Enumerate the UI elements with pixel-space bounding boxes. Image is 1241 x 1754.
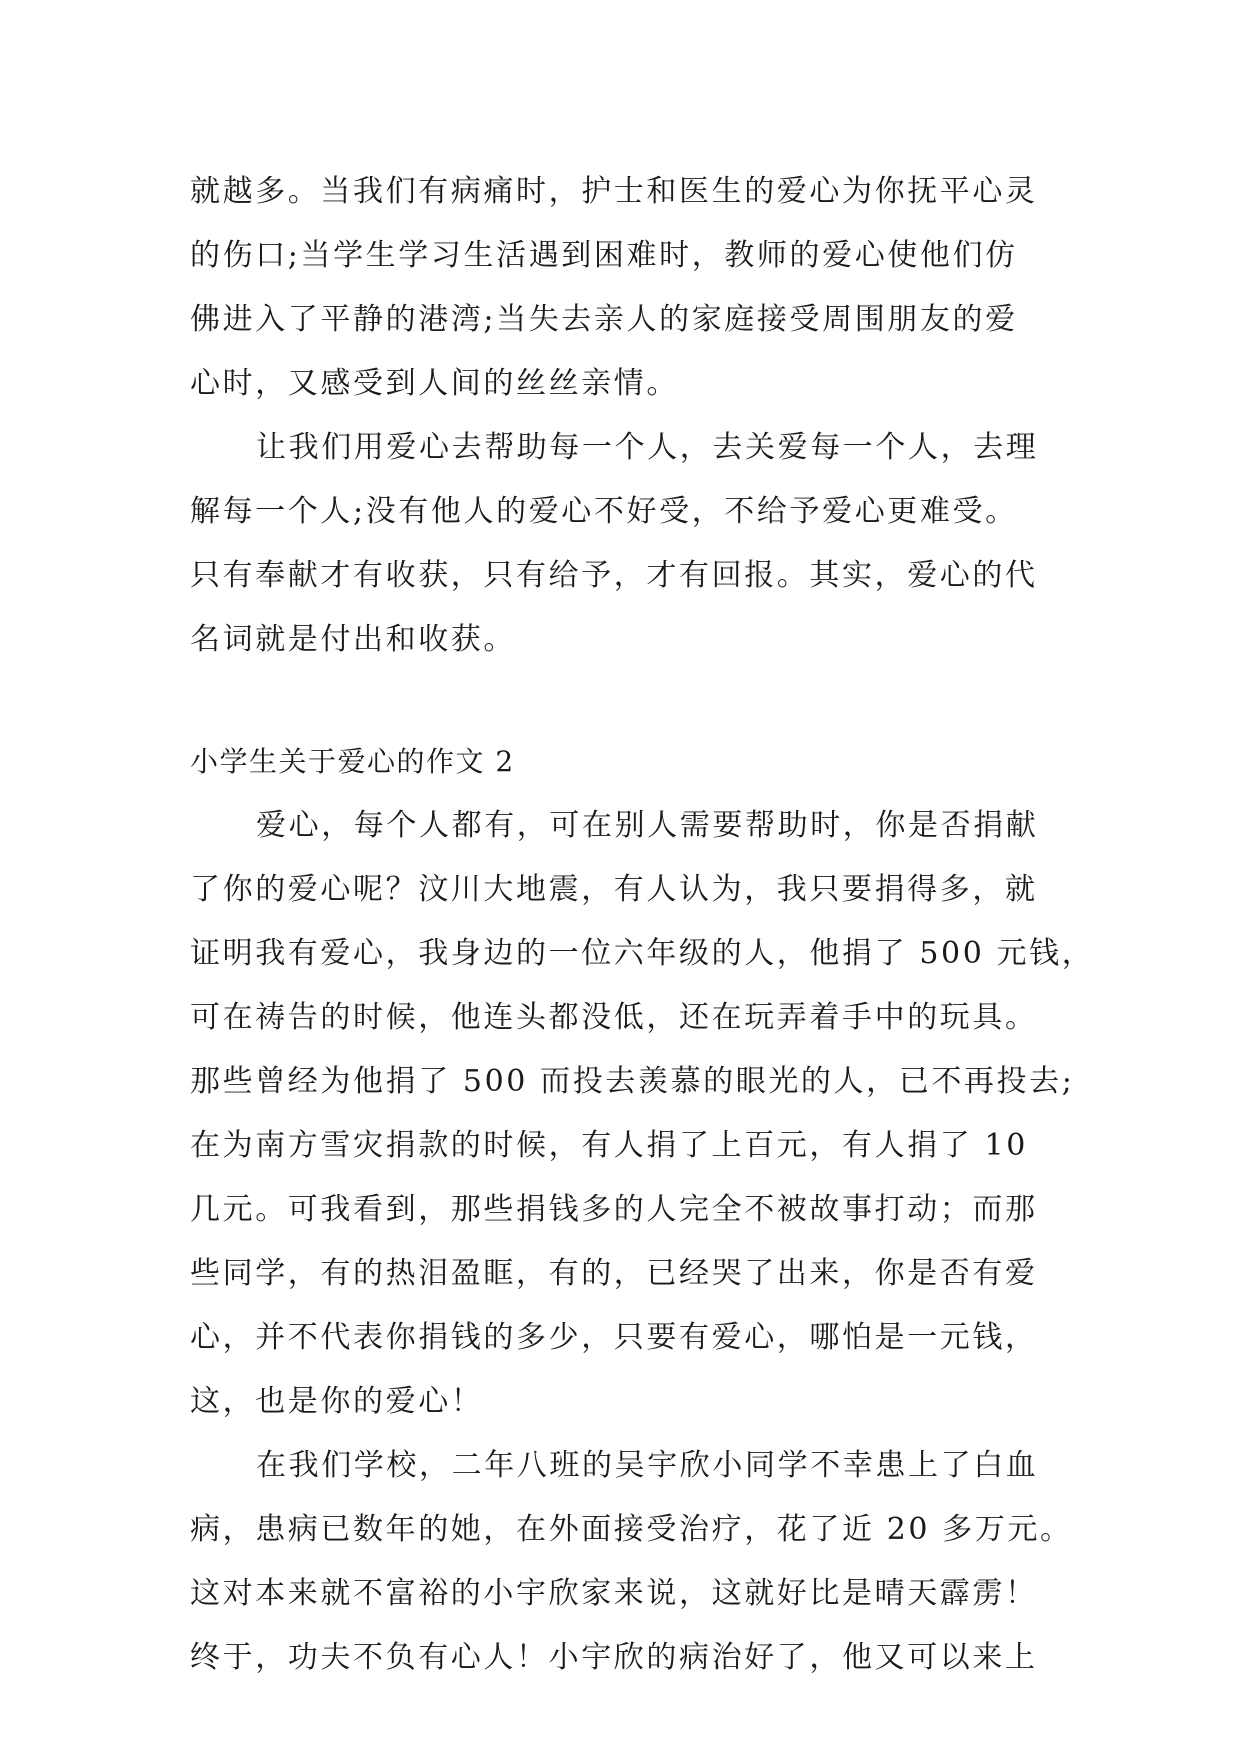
text-line: 在我们学校，二年八班的吴宇欣小同学不幸患上了白血 — [256, 1448, 1039, 1483]
text-line: 这，也是你的爱心！ — [190, 1384, 484, 1419]
text-line: 只有奉献才有收获，只有给予，才有回报。其实，爱心的代 — [190, 558, 1038, 593]
text-line: 就越多。当我们有病痛时，护士和医生的爱心为你抚平心灵 — [190, 174, 1038, 209]
paragraph-3 — [190, 794, 1095, 1434]
text-line: 心，并不代表你捐钱的多少，只要有爱心，哪怕是一元钱， — [190, 1320, 1038, 1355]
text-line: 在为南方雪灾捐款的时候，有人捐了上百元，有人捐了 10 — [190, 1128, 1028, 1163]
document-body — [190, 160, 1095, 1690]
paragraph-2 — [190, 416, 1050, 672]
paragraph-4 — [190, 1434, 1073, 1690]
text-line: 佛进入了平静的港湾;当失去亲人的家庭接受周围朋友的爱 — [190, 302, 1018, 337]
text-line: 证明我有爱心，我身边的一位六年级的人，他捐了 500 元钱， — [190, 936, 1095, 971]
text-line: 心时，又感受到人间的丝丝亲情。 — [190, 366, 679, 401]
text-line: 解每一个人;没有他人的爱心不好受，不给予爱心更难受。 — [190, 494, 1018, 529]
text-line: 那些曾经为他捐了 500 而投去羡慕的眼光的人，已不再投去; — [190, 1064, 1075, 1099]
section-heading: 小学生关于爱心的作文 2 — [190, 745, 515, 778]
text-line: 几元。可我看到，那些捐钱多的人完全不被故事打动；而那 — [190, 1192, 1038, 1227]
text-line: 病，患病已数年的她，在外面接受治疗，花了近 20 多万元。 — [190, 1512, 1073, 1547]
text-line: 些同学，有的热泪盈眶，有的，已经哭了出来，你是否有爱 — [190, 1256, 1038, 1291]
text-line: 可在祷告的时候，他连头都没低，还在玩弄着手中的玩具。 — [190, 1000, 1038, 1035]
text-line: 让我们用爱心去帮助每一个人，去关爱每一个人，去理 — [256, 430, 1039, 465]
paragraph-1 — [190, 160, 1050, 416]
text-line: 爱心，每个人都有，可在别人需要帮助时，你是否捐献 — [256, 808, 1039, 843]
text-line: 了你的爱心呢？汶川大地震，有人认为，我只要捐得多，就 — [190, 872, 1038, 907]
text-line: 名词就是付出和收获。 — [190, 622, 516, 657]
section-spacer — [190, 672, 1050, 730]
text-line: 这对本来就不富裕的小宇欣家来说，这就好比是晴天霹雳！ — [190, 1576, 1038, 1611]
text-line: 的伤口;当学生学习生活遇到困难时，教师的爱心使他们仿 — [190, 238, 1018, 273]
text-line: 终于，功夫不负有心人！小宇欣的病治好了，他又可以来上 — [190, 1640, 1038, 1675]
